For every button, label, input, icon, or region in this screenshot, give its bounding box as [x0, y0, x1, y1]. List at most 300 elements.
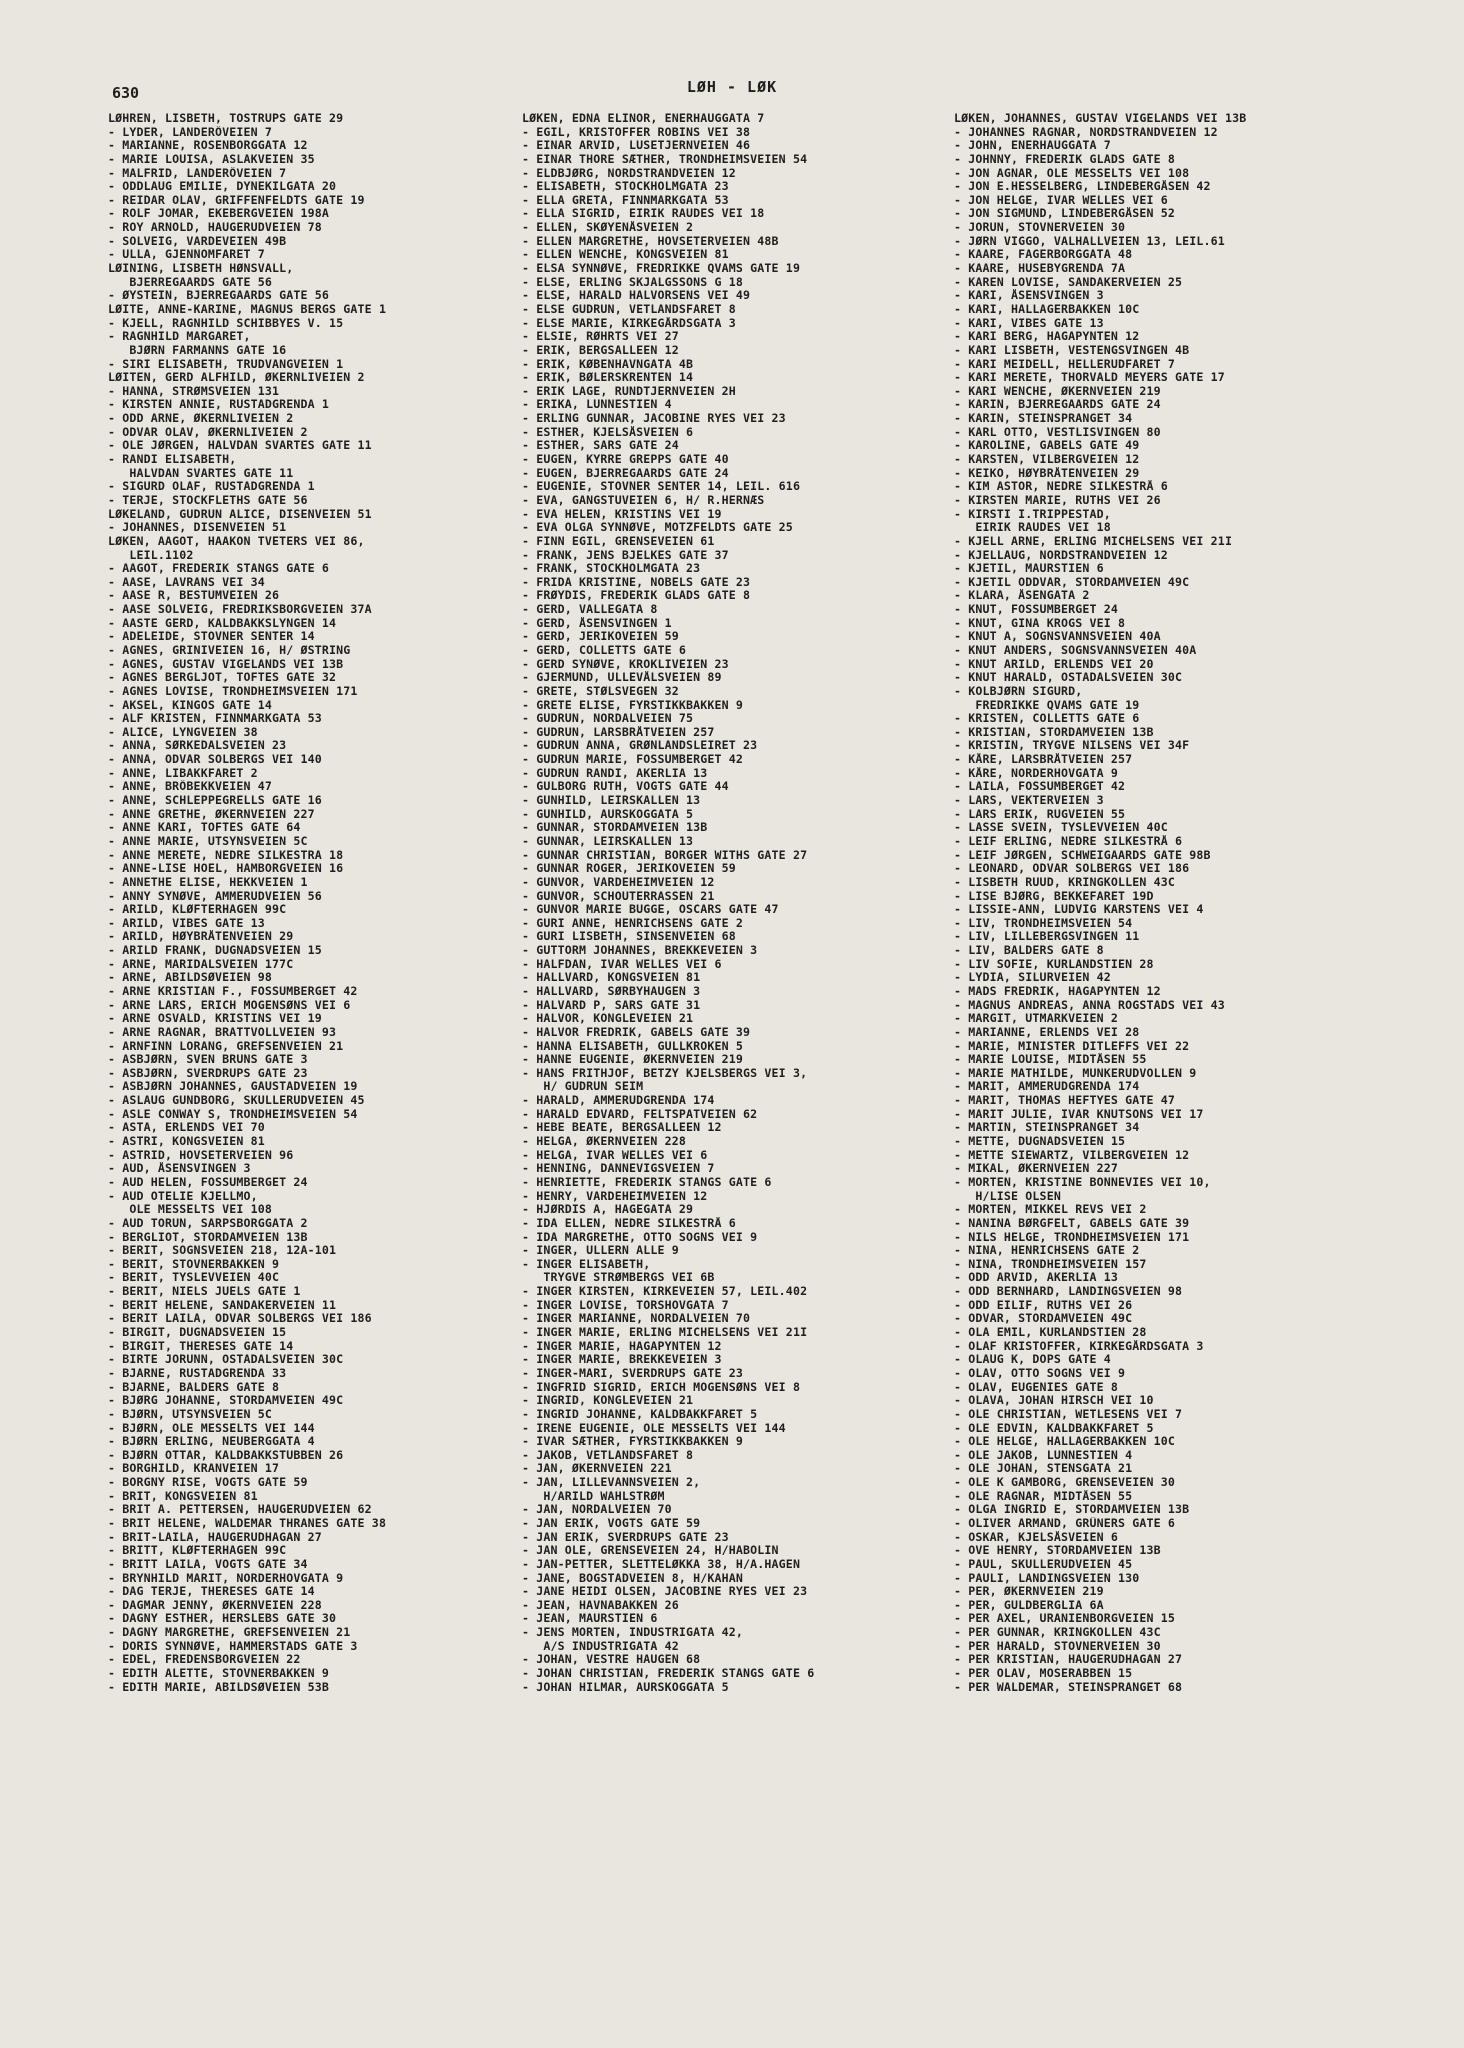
- directory-entry: - METTE, DUGNADSVEIEN 15: [954, 1135, 1126, 1149]
- directory-entry: - KIM ASTOR, NEDRE SILKESTRÅ 6: [954, 480, 1168, 494]
- directory-entry: - ARILD, KLØFTERHAGEN 99C: [108, 903, 287, 917]
- directory-entry: - MIKAL, ØKERNVEIEN 227: [954, 1162, 1118, 1176]
- directory-entry: - ELLA SIGRID, EIRIK RAUDES VEI 18: [522, 207, 765, 221]
- directory-entry: - AUD OTELIE KJELLMO,: [108, 1189, 258, 1203]
- directory-entry: - ARNE KRISTIAN F., FOSSUMBERGET 42: [108, 985, 358, 998]
- directory-entry: - AUD HELEN, FOSSUMBERGET 24: [108, 1175, 308, 1189]
- directory-entry: - JAN, NORDALVEIEN 70: [522, 1503, 672, 1517]
- directory-entry: - MARIE LOUISE, MIDTÅSEN 55: [954, 1053, 1147, 1067]
- directory-entry: - REIDAR OLAV, GRIFFENFELDTS GATE 19: [108, 193, 365, 207]
- directory-entry: - ALICE, LYNGVEIEN 38: [108, 725, 258, 739]
- directory-entry: - MARIANNE, ERLENDS VEI 28: [954, 1025, 1140, 1039]
- directory-entry: - JOHAN HILMAR, AURSKOGGATA 5: [522, 1680, 729, 1694]
- directory-entry: - ASBJØRN JOHANNES, GAUSTADVEIEN 19: [108, 1080, 358, 1094]
- directory-entry: - OLE HELGE, HALLAGERBAKKEN 10C: [954, 1435, 1176, 1449]
- directory-entry: - MARGIT, UTMARKVEIEN 2: [954, 1012, 1118, 1026]
- column-2: [522, 112, 962, 1694]
- directory-entry: - KOLBJØRN SIGURD,: [954, 684, 1083, 698]
- directory-entry: - ESTHER, SARS GATE 24: [522, 439, 679, 453]
- directory-entry: - RANDI ELISABETH,: [108, 453, 237, 467]
- directory-entry: - ANNE, BRÖBEKKVEIEN 47: [108, 780, 272, 794]
- directory-entry: - GURI LISBETH, SINSENVEIEN 68: [522, 930, 736, 944]
- directory-entry: - LARS ERIK, RUGVEIEN 55: [954, 807, 1126, 821]
- directory-entry: - INGER KIRSTEN, KIRKEVEIEN 57, LEIL.402: [522, 1285, 808, 1299]
- directory-entry: - INGER MARIE, BREKKEVEIEN 3: [522, 1353, 722, 1367]
- directory-entry: - GERD, ÅSENSVINGEN 1: [522, 616, 672, 630]
- directory-entry: - KARI BERG, HAGAPYNTEN 12: [954, 330, 1140, 344]
- directory-entry: - KARI MERETE, THORVALD MEYERS GATE 17: [954, 371, 1225, 385]
- directory-entry: - BRYNHILD MARIT, NORDERHOVGATA 9: [108, 1571, 344, 1585]
- directory-entry: - BIRGIT, DUGNADSVEIEN 15: [108, 1326, 287, 1340]
- directory-entry: - ARILD, VIBES GATE 13: [108, 916, 265, 930]
- directory-entry: - EUGENIE, STOVNER SENTER 14, LEIL. 616: [522, 480, 801, 494]
- directory-entry: - ELLA GRETA, FINNMARKGATA 53: [522, 193, 729, 207]
- directory-entry: - PAUL, SKULLERUDVEIEN 45: [954, 1557, 1133, 1571]
- directory-entry: - KÅRE, LARSBRÅTVEIEN 257: [954, 753, 1133, 767]
- directory-entry: - DORIS SYNNØVE, HAMMERSTADS GATE 3: [108, 1639, 358, 1653]
- directory-entry: - AASE SOLVEIG, FREDRIKSBORGVEIEN 37A: [108, 603, 372, 617]
- directory-entry: - ASTA, ERLENDS VEI 70: [108, 1121, 265, 1135]
- directory-entry: - HELGA, ØKERNVEIEN 228: [522, 1135, 686, 1149]
- directory-entry: - ASTRID, HOVSETERVEIEN 96: [108, 1148, 294, 1162]
- directory-entry: H/ GUDRUN SEIM: [522, 1080, 644, 1094]
- directory-entry: - ANNE, LIBAKKFARET 2: [108, 766, 258, 780]
- directory-entry: - HANNA ELISABETH, GULLKROKEN 5: [522, 1039, 744, 1053]
- directory-entry: - GUNVOR, SCHOUTERRASSEN 21: [522, 889, 715, 903]
- directory-entry: - IRENE EUGENIE, OLE MESSELTS VEI 144: [522, 1421, 786, 1435]
- directory-entry: - BJØRG JOHANNE, STORDAMVEIEN 49C: [108, 1394, 344, 1408]
- directory-entry: - ADELEIDE, STOVNER SENTER 14: [108, 630, 315, 644]
- directory-entry: - OLE RAGNAR, MIDTÅSEN 55: [954, 1489, 1133, 1503]
- directory-entry: A/S INDUSTRIGATA 42: [522, 1639, 679, 1653]
- directory-entry: - OLAUG K, DOPS GATE 4: [954, 1353, 1111, 1367]
- directory-entry: - EVA, GANGSTUVEIEN 6, H/ R.HERNÆS: [522, 493, 765, 507]
- directory-entry: - KRISTIN, TRYGVE NILSENS VEI 34F: [954, 739, 1190, 753]
- directory-entry: - BERIT, SOGNSVEIEN 218, 12A-101: [108, 1244, 337, 1258]
- directory-entry: - GRETE, STØLSVEGEN 32: [522, 684, 679, 698]
- directory-entry: - KARI WENCHE, ØKERNVEIEN 219: [954, 384, 1161, 398]
- directory-entry: - KJELLAUG, NORDSTRANDVEIEN 12: [954, 548, 1168, 562]
- directory-entry: - EGIL, KRISTOFFER ROBINS VEI 38: [522, 125, 751, 139]
- directory-entry: - OLAV, OTTO SOGNS VEI 9: [954, 1366, 1126, 1380]
- directory-entry: - ELSE MARIE, KIRKEGÅRDSGATA 3: [522, 316, 736, 330]
- directory-entry: - HALFDAN, IVAR WELLES VEI 6: [522, 957, 722, 971]
- directory-entry: - RAGNHILD MARGARET,: [108, 330, 251, 344]
- directory-entry: - AKSEL, KINGOS GATE 14: [108, 698, 272, 712]
- directory-entry: - MAGNUS ANDREAS, ANNA ROGSTADS VEI 43: [954, 998, 1225, 1012]
- directory-entry: - KIRSTEN MARIE, RUTHS VEI 26: [954, 493, 1161, 507]
- directory-entry: - PER KRISTIAN, HAUGERUDHAGAN 27: [954, 1653, 1183, 1667]
- directory-entry: - GRETE ELISE, FYRSTIKKBAKKEN 9: [522, 698, 744, 712]
- directory-entry: - KAREN LOVISE, SANDAKERVEIEN 25: [954, 275, 1183, 289]
- directory-entry: - KÅRE, NORDERHOVGATA 9: [954, 766, 1118, 780]
- directory-entry: - ELSIE, RØHRTS VEI 27: [522, 330, 679, 344]
- directory-entry: EIRIK RAUDES VEI 18: [954, 521, 1111, 535]
- directory-entry: - AUD TORUN, SARPSBORGGATA 2: [108, 1216, 308, 1230]
- directory-entry: LØKELAND, GUDRUN ALICE, DISENVEIEN 51: [108, 507, 372, 521]
- directory-entry: - KRISTIAN, STORDAMVEIEN 13B: [954, 725, 1154, 739]
- directory-entry: - ELSE, HARALD HALVORSENS VEI 49: [522, 289, 751, 303]
- directory-entry: - IDA ELLEN, NEDRE SILKESTRÅ 6: [522, 1216, 736, 1230]
- directory-entry: - ERLING GUNNAR, JACOBINE RYES VEI 23: [522, 412, 786, 426]
- directory-entry: - INGER MARIE, ERLING MICHELSENS VEI 21I: [522, 1326, 808, 1340]
- directory-entry: - JEAN, HAVNABAKKEN 26: [522, 1598, 679, 1612]
- directory-entry: - ROLF JOMAR, EKEBERGVEIEN 198A: [108, 207, 330, 221]
- directory-entry: - AASE R, BESTUMVEIEN 26: [108, 589, 280, 603]
- directory-entry: - INGRID, KONGLEVEIEN 21: [522, 1394, 694, 1408]
- directory-entry: - LEONARD, ODVAR SOLBERGS VEI 186: [954, 862, 1190, 876]
- directory-entry: - KNUT ANDERS, SOGNSVANNSVEIEN 40A: [954, 643, 1197, 657]
- directory-entry: - KJETIL, MAURSTIEN 6: [954, 562, 1104, 576]
- directory-entry: - BIRGIT, THERESES GATE 14: [108, 1339, 294, 1353]
- directory-entry: - FRANK, STOCKHOLMGATA 23: [522, 562, 701, 576]
- directory-entry: - JOHANNES RAGNAR, NORDSTRANDVEIEN 12: [954, 125, 1218, 139]
- directory-entry: - LISBETH RUUD, KRINGKOLLEN 43C: [954, 875, 1176, 889]
- directory-entry: - BRIT, KONGSVEIEN 81: [108, 1489, 258, 1503]
- directory-entry: - AGNES LOVISE, TRONDHEIMSVEIEN 171: [108, 684, 358, 698]
- directory-entry: TRYGVE STRØMBERGS VEI 6B: [522, 1271, 715, 1285]
- directory-entry: - KARI LISBETH, VESTENGSVINGEN 4B: [954, 343, 1190, 357]
- directory-entry: - GUNNAR, STORDAMVEIEN 13B: [522, 821, 708, 835]
- directory-entry: - EINAR ARVID, LUSETJERNVEIEN 46: [522, 139, 751, 153]
- directory-entry: - HENRIETTE, FREDERIK STANGS GATE 6: [522, 1175, 772, 1189]
- directory-entry: - BERIT HELENE, SANDAKERVEIEN 11: [108, 1298, 337, 1312]
- directory-entry: - MADS FREDRIK, HAGAPYNTEN 12: [954, 985, 1161, 998]
- directory-entry: - JOHAN, VESTRE HAUGEN 68: [522, 1653, 701, 1667]
- directory-entry: LØKEN, AAGOT, HAAKON TVETERS VEI 86,: [108, 534, 365, 548]
- directory-entry: - ODD ARNE, ØKERNLIVEIEN 2: [108, 412, 294, 426]
- directory-entry: - INGER MARIE, HAGAPYNTEN 12: [522, 1339, 722, 1353]
- directory-entry: - JAN-PETTER, SLETTELØKKA 38, H/A.HAGEN: [522, 1557, 801, 1571]
- directory-entry: - LISSIE-ANN, LUDVIG KARSTENS VEI 4: [954, 903, 1204, 917]
- column-1: [108, 112, 548, 1694]
- directory-entry: LØINING, LISBETH HØNSVALL,: [108, 262, 294, 276]
- directory-entry: - ANNE KARI, TOFTES GATE 64: [108, 821, 301, 835]
- directory-entry: - HALLVARD, KONGSVEIEN 81: [522, 971, 701, 985]
- directory-entry: - JOHNNY, FREDERIK GLADS GATE 8: [954, 152, 1176, 166]
- directory-entry: - JON SIGMUND, LINDEBERGÅSEN 52: [954, 207, 1176, 221]
- directory-entry: - ARNE, ABILDSØVEIEN 98: [108, 971, 272, 985]
- directory-entry: - EVA HELEN, KRISTINS VEI 19: [522, 507, 722, 521]
- directory-entry: - OLIVER ARMAND, GRÜNERS GATE 6: [954, 1516, 1176, 1530]
- directory-entry: - JANE HEIDI OLSEN, JACOBINE RYES VEI 23: [522, 1585, 808, 1599]
- directory-entry: - ELSA SYNNØVE, FREDRIKKE QVAMS GATE 19: [522, 262, 801, 276]
- directory-entry: - JOHN, ENERHAUGGATA 7: [954, 139, 1111, 153]
- directory-entry: - HENRY, VARDEHEIMVEIEN 12: [522, 1189, 708, 1203]
- directory-entry: - AGNES BERGLJOT, TOFTES GATE 32: [108, 671, 337, 685]
- directory-entry: - EUGEN, KYRRE GREPPS GATE 40: [522, 453, 729, 467]
- directory-entry: - BERIT, TYSLEVVEIEN 40C: [108, 1271, 280, 1285]
- directory-entry: - KAARE, FAGERBORGGATA 48: [954, 248, 1133, 262]
- directory-entry: - LASSE SVEIN, TYSLEVVEIEN 40C: [954, 821, 1168, 835]
- directory-entry: - KIRSTI I.TRIPPESTAD,: [954, 507, 1111, 521]
- directory-entry: - EDITH ALETTE, STOVNERBAKKEN 9: [108, 1667, 330, 1681]
- directory-entry: - KJELL, RAGNHILD SCHIBBYES V. 15: [108, 316, 344, 330]
- directory-entry: - GERD, VALLEGATA 8: [522, 603, 658, 617]
- directory-entry: - KIRSTEN ANNIE, RUSTADGRENDA 1: [108, 398, 330, 412]
- directory-entry: - LIV, BALDERS GATE 8: [954, 944, 1104, 958]
- directory-entry: - ANNE MARIE, UTSYNSVEIEN 5C: [108, 834, 308, 848]
- directory-entry: - PER GUNNAR, KRINGKOLLEN 43C: [954, 1626, 1161, 1640]
- page-number: 630: [112, 84, 140, 102]
- directory-entry: - GUNNAR CHRISTIAN, BORGER WITHS GATE 27: [522, 848, 808, 862]
- directory-entry: OLE MESSELTS VEI 108: [108, 1203, 272, 1217]
- directory-entry: LØHREN, LISBETH, TOSTRUPS GATE 29: [108, 112, 344, 125]
- directory-entry: - FRIDA KRISTINE, NOBELS GATE 23: [522, 575, 751, 589]
- directory-entry: - OLE K GAMBORG, GRENSEVEIEN 30: [954, 1476, 1176, 1490]
- directory-entry: - ERIK, BERGSALLEEN 12: [522, 343, 679, 357]
- directory-entry: - HEBE BEATE, BERGSALLEEN 12: [522, 1121, 722, 1135]
- directory-entry: - KARIN, STEINSPRANGET 34: [954, 412, 1133, 426]
- directory-entry: - ERIK, BØLERSKRENTEN 14: [522, 371, 694, 385]
- directory-entry: - BORGNY RISE, VOGTS GATE 59: [108, 1476, 308, 1490]
- directory-entry: - METTE SIEWARTZ, VILBERGVEIEN 12: [954, 1148, 1190, 1162]
- directory-entry: - ARNFINN LORANG, GREFSENVEIEN 21: [108, 1039, 344, 1053]
- directory-entry: - TERJE, STOCKFLETHS GATE 56: [108, 493, 308, 507]
- directory-entry: - ODDLAUG EMILIE, DYNEKILGATA 20: [108, 180, 337, 194]
- directory-entry: - HJØRDIS A, HAGEGATA 29: [522, 1203, 694, 1217]
- directory-entry: - ANNA, ODVAR SOLBERGS VEI 140: [108, 753, 322, 767]
- directory-entry: - OLE JAKOB, LUNNESTIEN 4: [954, 1448, 1133, 1462]
- directory-entry: - BRITT, KLØFTERHAGEN 99C: [108, 1544, 287, 1558]
- directory-entry: LØKEN, JOHANNES, GUSTAV VIGELANDS VEI 13B: [954, 112, 1247, 125]
- directory-entry: - ELSE GUDRUN, VETLANDSFARET 8: [522, 302, 736, 316]
- directory-entry: - AUD, ÅSENSVINGEN 3: [108, 1162, 251, 1176]
- column-3: [954, 112, 1394, 1694]
- directory-entry: - ERIK LAGE, RUNDTJERNVEIEN 2H: [522, 384, 736, 398]
- directory-entry: - DAGNY MARGRETHE, GREFSENVEIEN 21: [108, 1626, 351, 1640]
- directory-entry: - HARALD, AMMERUDGRENDA 174: [522, 1094, 715, 1108]
- directory-entry: - OLAV, EUGENIES GATE 8: [954, 1380, 1118, 1394]
- directory-entry: - MARTIN, STEINSPRANGET 34: [954, 1121, 1140, 1135]
- directory-entry: - GERD, COLLETTS GATE 6: [522, 643, 686, 657]
- directory-entry: - DAG TERJE, THERESES GATE 14: [108, 1585, 315, 1599]
- directory-entry: - LEIF JØRGEN, SCHWEIGAARDS GATE 98B: [954, 848, 1211, 862]
- directory-entry: - AASE, LAVRANS VEI 34: [108, 575, 265, 589]
- directory-entry: - KARI, HALLAGERBAKKEN 10C: [954, 302, 1140, 316]
- directory-entry: - EUGEN, BJERREGAARDS GATE 24: [522, 466, 729, 480]
- directory-entry: - JAN ERIK, VOGTS GATE 59: [522, 1516, 701, 1530]
- directory-entry: - ANNE MERETE, NEDRE SILKESTRA 18: [108, 848, 344, 862]
- directory-entry: - LIV, LILLEBERGSVINGEN 11: [954, 930, 1140, 944]
- directory-entry: - LYDIA, SILURVEIEN 42: [954, 971, 1111, 985]
- directory-entry: - OSKAR, KJELSÅSVEIEN 6: [954, 1530, 1118, 1544]
- directory-entry: - ARILD FRANK, DUGNADSVEIEN 15: [108, 944, 322, 958]
- directory-entry: - MARIE MATHILDE, MUNKERUDVOLLEN 9: [954, 1066, 1197, 1080]
- directory-entry: - KJELL ARNE, ERLING MICHELSENS VEI 21I: [954, 534, 1233, 548]
- directory-entry: - SOLVEIG, VARDEVEIEN 49B: [108, 234, 287, 248]
- directory-entry: - ULLA, GJENNOMFARET 7: [108, 248, 265, 262]
- directory-entry: - INGFRID SIGRID, ERICH MOGENSØNS VEI 8: [522, 1380, 801, 1394]
- directory-entry: - INGRID JOHANNE, KALDBAKKFARET 5: [522, 1407, 758, 1421]
- directory-entry: - ODVAR OLAV, ØKERNLIVEIEN 2: [108, 425, 308, 439]
- directory-entry: - JEAN, MAURSTIEN 6: [522, 1612, 658, 1626]
- directory-entry: - ARNE, MARIDALSVEIEN 177C: [108, 957, 294, 971]
- directory-entry: - ANNE, SCHLEPPEGRELLS GATE 16: [108, 794, 322, 808]
- directory-entry: - GURI ANNE, HENRICHSENS GATE 2: [522, 916, 744, 930]
- directory-entry: - LIV, TRONDHEIMSVEIEN 54: [954, 916, 1133, 930]
- directory-entry: - KAROLINE, GABELS GATE 49: [954, 439, 1140, 453]
- directory-entry: LØITE, ANNE-KARINE, MAGNUS BERGS GATE 1: [108, 302, 387, 316]
- directory-entry: - BJØRN, UTSYNSVEIEN 5C: [108, 1407, 272, 1421]
- directory-entry: - GUDRUN, NORDALVEIEN 75: [522, 712, 694, 726]
- directory-entry: - HALLVARD, SØRBYHAUGEN 3: [522, 985, 701, 998]
- directory-entry: - MARIE, MINISTER DITLEFFS VEI 22: [954, 1039, 1190, 1053]
- directory-entry: - EDITH MARIE, ABILDSØVEIEN 53B: [108, 1680, 330, 1694]
- directory-entry: HALVDAN SVARTES GATE 11: [108, 466, 294, 480]
- directory-entry: - HENNING, DANNEVIGSVEIEN 7: [522, 1162, 715, 1176]
- directory-entry: LØKEN, EDNA ELINOR, ENERHAUGGATA 7: [522, 112, 765, 125]
- directory-entry: - GUDRUN MARIE, FOSSUMBERGET 42: [522, 753, 744, 767]
- directory-entry: BJØRN FARMANNS GATE 16: [108, 343, 287, 357]
- directory-entry: - ANNE GRETHE, ØKERNVEIEN 227: [108, 807, 315, 821]
- directory-entry: - PER, ØKERNVEIEN 219: [954, 1585, 1104, 1599]
- running-head: LØH - LØK: [686, 78, 778, 96]
- directory-entry: LEIL.1102: [108, 548, 194, 562]
- directory-entry: BJERREGAARDS GATE 56: [108, 275, 272, 289]
- directory-entry: - JAN OLE, GRENSEVEIEN 24, H/HABOLIN: [522, 1544, 779, 1558]
- directory-entry: - HALVOR FREDRIK, GABELS GATE 39: [522, 1025, 751, 1039]
- directory-entry: - FRANK, JENS BJELKES GATE 37: [522, 548, 729, 562]
- directory-entry: - JORUN, STOVNERVEIEN 30: [954, 221, 1126, 235]
- directory-entry: - ELDBJØRG, NORDSTRANDVEIEN 12: [522, 166, 736, 180]
- directory-entry: - KNUT, FOSSUMBERGET 24: [954, 603, 1118, 617]
- directory-entry: - ARNE OSVALD, KRISTINS VEI 19: [108, 1012, 322, 1026]
- directory-entry: - SIGURD OLAF, RUSTADGRENDA 1: [108, 480, 315, 494]
- directory-entry: - FRØYDIS, FREDERIK GLADS GATE 8: [522, 589, 751, 603]
- directory-entry: - FINN EGIL, GRENSEVEIEN 61: [522, 534, 715, 548]
- directory-entry: - GULBORG RUTH, VOGTS GATE 44: [522, 780, 729, 794]
- directory-entry: - ELLEN, SKØYENÅSVEIEN 2: [522, 221, 694, 235]
- directory-entry: - OLGA INGRID E, STORDAMVEIEN 13B: [954, 1503, 1190, 1517]
- directory-entry: - MARIANNE, ROSENBORGGATA 12: [108, 139, 308, 153]
- directory-entry: - BRIT A. PETTERSEN, HAUGERUDVEIEN 62: [108, 1503, 372, 1517]
- directory-entry: - LISE BJØRG, BEKKEFARET 19D: [954, 889, 1154, 903]
- directory-entry: - BJARNE, BALDERS GATE 8: [108, 1380, 280, 1394]
- directory-entry: - BRIT HELENE, WALDEMAR THRANES GATE 38: [108, 1516, 387, 1530]
- directory-entry: - NILS HELGE, TRONDHEIMSVEIEN 171: [954, 1230, 1190, 1244]
- directory-entry: - AGNES, GUSTAV VIGELANDS VEI 13B: [108, 657, 344, 671]
- directory-entry: - BERIT, STOVNERBAKKEN 9: [108, 1257, 280, 1271]
- directory-entry: - ØYSTEIN, BJERREGAARDS GATE 56: [108, 289, 330, 303]
- directory-entry: - MALFRID, LANDERÖVEIEN 7: [108, 166, 287, 180]
- directory-entry: - ASBJØRN, SVEN BRUNS GATE 3: [108, 1053, 308, 1067]
- directory-entry: - KNUT, GINA KROGS VEI 8: [954, 616, 1126, 630]
- directory-entry: - MARIT, THOMAS HEFTYES GATE 47: [954, 1094, 1176, 1108]
- directory-entry: LØITEN, GERD ALFHILD, ØKERNLIVEIEN 2: [108, 371, 365, 385]
- directory-entry: - HANNA, STRØMSVEIEN 131: [108, 384, 280, 398]
- directory-entry: H/ARILD WAHLSTRØM: [522, 1489, 665, 1503]
- directory-entry: - DAGNY ESTHER, HERSLEBS GATE 30: [108, 1612, 337, 1626]
- directory-entry: - KEIKO, HØYBRÅTENVEIEN 29: [954, 466, 1140, 480]
- directory-entry: - ELLEN MARGRETHE, HOVSETERVEIEN 48B: [522, 234, 779, 248]
- directory-entry: - KNUT A, SOGNSVANNSVEIEN 40A: [954, 630, 1161, 644]
- directory-entry: - OVE HENRY, STORDAMVEIEN 13B: [954, 1544, 1161, 1558]
- directory-entry: - KJETIL ODDVAR, STORDAMVEIEN 49C: [954, 575, 1190, 589]
- directory-entry: - ELLEN WENCHE, KONGSVEIEN 81: [522, 248, 729, 262]
- directory-entry: - MARIE LOUISA, ASLAKVEIEN 35: [108, 152, 315, 166]
- directory-entry: - JANE, BOGSTADVEIEN 8, H/KAHAN: [522, 1571, 744, 1585]
- directory-entry: - ANNA, SØRKEDALSVEIEN 23: [108, 739, 287, 753]
- directory-entry: - ODVAR, STORDAMVEIEN 49C: [954, 1312, 1133, 1326]
- directory-entry: - BJØRN, OLE MESSELTS VEI 144: [108, 1421, 315, 1435]
- directory-entry: - JENS MORTEN, INDUSTRIGATA 42,: [522, 1626, 744, 1640]
- directory-entry: - BERIT, NIELS JUELS GATE 1: [108, 1285, 301, 1299]
- directory-entry: - INGER, ULLERN ALLE 9: [522, 1244, 679, 1258]
- directory-entry: - ERIKA, LUNNESTIEN 4: [522, 398, 672, 412]
- directory-entry: - MARIT, AMMERUDGRENDA 174: [954, 1080, 1140, 1094]
- directory-entry: - GUDRUN ANNA, GRØNLANDSLEIRET 23: [522, 739, 758, 753]
- directory-entry: - AASTE GERD, KALDBAKKSLYNGEN 14: [108, 616, 337, 630]
- directory-entry: - JAN, ØKERNVEIEN 221: [522, 1462, 672, 1476]
- directory-entry: - ARILD, HØYBRÅTENVEIEN 29: [108, 930, 294, 944]
- directory-entry: - ANNE-LISE HOEL, HAMBORGVEIEN 16: [108, 862, 344, 876]
- directory-entry: - NINA, HENRICHSENS GATE 2: [954, 1244, 1140, 1258]
- directory-entry: - JAN ERIK, SVERDRUPS GATE 23: [522, 1530, 729, 1544]
- directory-entry: - GUNNAR ROGER, JERIKOVEIEN 59: [522, 862, 736, 876]
- directory-entry: - GUTTORM JOHANNES, BREKKEVEIEN 3: [522, 944, 758, 958]
- directory-entry: - ASTRI, KONGSVEIEN 81: [108, 1135, 265, 1149]
- directory-entry: - BERGLIOT, STORDAMVEIEN 13B: [108, 1230, 308, 1244]
- directory-entry: - ALF KRISTEN, FINNMARKGATA 53: [108, 712, 322, 726]
- directory-entry: - JAKOB, VETLANDSFARET 8: [522, 1448, 694, 1462]
- directory-entry: - KARI, VIBES GATE 13: [954, 316, 1104, 330]
- directory-entry: - KARI MEIDELL, HELLERUDFARET 7: [954, 357, 1176, 371]
- directory-entry: - MORTEN, MIKKEL REVS VEI 2: [954, 1203, 1147, 1217]
- directory-entry: - KLARA, ÅSENGATA 2: [954, 589, 1090, 603]
- directory-entry: - PER AXEL, URANIENBORGVEIEN 15: [954, 1612, 1176, 1626]
- directory-entry: - ERIK, KØBENHAVNGATA 4B: [522, 357, 694, 371]
- directory-entry: - ESTHER, KJELSÅSVEIEN 6: [522, 425, 694, 439]
- directory-entry: - MORTEN, KRISTINE BONNEVIES VEI 10,: [954, 1175, 1211, 1189]
- directory-entry: - EVA OLGA SYNNØVE, MOTZFELDTS GATE 25: [522, 521, 793, 535]
- directory-entry: - INGER MARIANNE, NORDALVEIEN 70: [522, 1312, 751, 1326]
- directory-entry: - KARSTEN, VILBERGVEIEN 12: [954, 453, 1140, 467]
- directory-entry: - OLE EDVIN, KALDBAKKFARET 5: [954, 1421, 1154, 1435]
- directory-entry: - ODD BERNHARD, LANDINGSVEIEN 98: [954, 1285, 1183, 1299]
- directory-entry: - DAGMAR JENNY, ØKERNVEIEN 228: [108, 1598, 322, 1612]
- directory-entry: - NINA, TRONDHEIMSVEIEN 157: [954, 1257, 1147, 1271]
- directory-entry: - ELSE, ERLING SKJALGSSONS G 18: [522, 275, 744, 289]
- directory-entry: - JOHANNES, DISENVEIEN 51: [108, 521, 287, 535]
- directory-entry: - HELGA, IVAR WELLES VEI 6: [522, 1148, 708, 1162]
- directory-entry: - BJARNE, RUSTADGRENDA 33: [108, 1366, 287, 1380]
- directory-entry: - GERD, JERIKOVEIEN 59: [522, 630, 679, 644]
- directory-entry: - JØRN VIGGO, VALHALLVEIEN 13, LEIL.61: [954, 234, 1225, 248]
- directory-entry: - GUDRUN RANDI, AKERLIA 13: [522, 766, 708, 780]
- directory-entry: - PER WALDEMAR, STEINSPRANGET 68: [954, 1680, 1183, 1694]
- directory-entry: - INGER-MARI, SVERDRUPS GATE 23: [522, 1366, 744, 1380]
- directory-entry: - PER OLAV, MOSERABBEN 15: [954, 1667, 1133, 1681]
- directory-entry: - OLAF KRISTOFFER, KIRKEGÅRDSGATA 3: [954, 1339, 1204, 1353]
- directory-entry: - ARNE LARS, ERICH MOGENSØNS VEI 6: [108, 998, 351, 1012]
- directory-entry: - JOHAN CHRISTIAN, FREDERIK STANGS GATE 6: [522, 1667, 815, 1681]
- directory-entry: - GJERMUND, ULLEVÅLSVEIEN 89: [522, 671, 722, 685]
- directory-entry: - JON AGNAR, OLE MESSELTS VEI 108: [954, 166, 1190, 180]
- directory-entry: - INGER ELISABETH,: [522, 1257, 651, 1271]
- directory-entry: - KNUT HARALD, OSTADALSVEIEN 30C: [954, 671, 1183, 685]
- directory-entry: - PER HARALD, STOVNERVEIEN 30: [954, 1639, 1161, 1653]
- directory-entry: - GERD SYNØVE, KROKLIVEIEN 23: [522, 657, 729, 671]
- directory-entry: - JON HELGE, IVAR WELLES VEI 6: [954, 193, 1168, 207]
- directory-entry: - ASLE CONWAY S, TRONDHEIMSVEIEN 54: [108, 1107, 358, 1121]
- directory-entry: - JON E.HESSELBERG, LINDEBERGÅSEN 42: [954, 180, 1211, 194]
- directory-entry: - ANNETHE ELISE, HEKKVEIEN 1: [108, 875, 308, 889]
- directory-entry: - HARALD EDVARD, FELTSPATVEIEN 62: [522, 1107, 758, 1121]
- directory-entry: - ANNY SYNØVE, AMMERUDVEIEN 56: [108, 889, 322, 903]
- directory-entry: - PER, GULDBERGLIA 6A: [954, 1598, 1104, 1612]
- directory-entry: - KNUT ARILD, ERLENDS VEI 20: [954, 657, 1154, 671]
